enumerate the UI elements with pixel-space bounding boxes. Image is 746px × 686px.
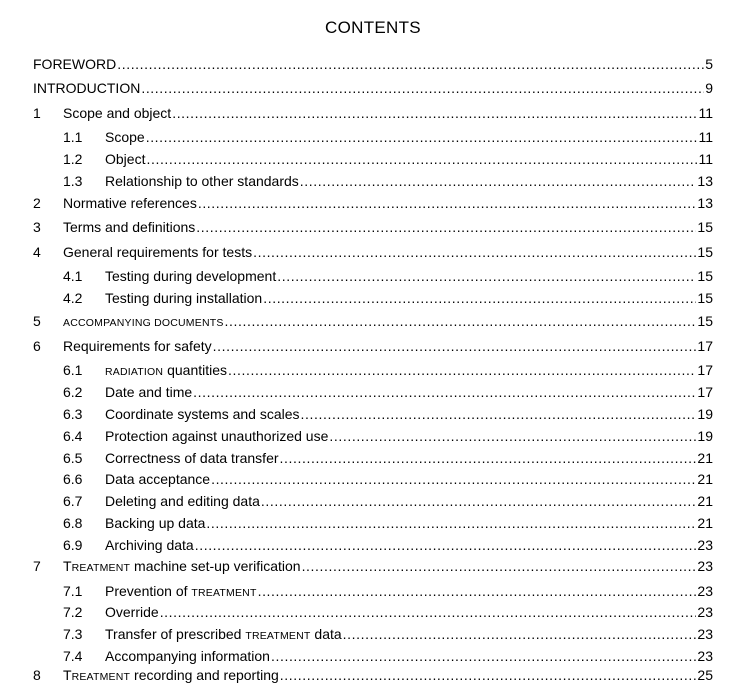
dot-leader [198,194,697,212]
toc-title-initial: Transfer of prescribed [105,626,246,642]
toc-page-number: 15 [697,219,713,235]
toc-title: Scope [105,129,145,145]
toc-entry-5[interactable] [33,312,713,330]
toc-page-number: 9 [705,80,713,96]
toc-page-number: 21 [697,471,713,487]
toc-title-smallcaps: TREATMENT [191,587,257,599]
toc-title: Archiving data [105,537,194,553]
dot-leader [343,625,697,643]
toc-page-number: 23 [697,648,713,664]
toc-page-number: 11 [698,151,713,167]
toc-title: Scope and object [63,105,172,121]
toc-entry-7[interactable] [33,557,713,575]
toc-page-number: 13 [697,173,713,189]
toc-page-number: 21 [697,515,713,531]
toc-entry-4-2[interactable] [33,289,713,307]
toc-title: INTRODUCTION [33,80,141,96]
dot-leader [302,557,697,575]
dot-leader [146,150,697,168]
toc-entry-6-2[interactable] [33,383,713,401]
toc-entry-7-2[interactable] [33,603,713,621]
toc-entry-7-3[interactable] [33,625,713,643]
toc-page-number: 19 [697,406,713,422]
dot-leader [271,647,696,665]
toc-page-number: 11 [698,105,713,121]
toc-page-number: 17 [697,384,713,400]
dot-leader [228,361,696,379]
toc-entry-6-4[interactable] [33,427,713,445]
toc-number: 6.8 [63,515,83,531]
toc-number: 6.4 [63,428,83,444]
toc-title: Backing up data [105,515,206,531]
toc-title-rest: machine set-up verification [130,558,301,574]
toc-title-smallcaps: RADIATION [105,366,164,378]
toc-number: 3 [33,219,41,235]
toc-title: Normative references [63,195,197,211]
toc-title: Accompanying information [105,648,270,664]
toc-number: 6.5 [63,450,83,466]
toc-page-number: 5 [705,56,713,72]
toc-page-number: 21 [697,450,713,466]
toc-entry-6-7[interactable] [33,492,713,510]
toc-title: Date and time [105,384,193,400]
toc-number: 6.1 [63,362,83,378]
toc-number: 1.3 [63,173,83,189]
toc-page-number: 23 [697,626,713,642]
toc-number: 7 [33,558,41,574]
dot-leader [300,172,697,190]
toc-title [63,557,301,577]
toc-page-number: 23 [697,583,713,599]
toc-page-number: 15 [697,244,713,260]
toc-number: 7.1 [63,583,83,599]
toc-number: 1.2 [63,151,83,167]
toc-title: Testing during development [105,268,277,284]
toc-title [63,666,279,686]
toc-entry-6-5[interactable] [33,449,713,467]
toc-entry-4-1[interactable] [33,267,713,285]
toc-page-number: 23 [697,537,713,553]
toc-page-number: 23 [697,604,713,620]
toc-page-number: 17 [697,362,713,378]
toc-number: 4.1 [63,268,83,284]
toc-title: Testing during installation [105,290,263,306]
toc-entry-4[interactable] [33,243,713,261]
dot-leader [225,312,697,330]
dot-leader [301,405,697,423]
toc-title-smallcaps: REATMENT [71,562,131,574]
toc-number: 4 [33,244,41,260]
toc-title: Relationship to other standards [105,173,299,189]
toc-title: Correctness of data transfer [105,450,279,466]
toc-number: 6.6 [63,471,83,487]
toc-entry-1[interactable] [33,104,713,122]
dot-leader [141,79,704,97]
toc-title: Override [105,604,159,620]
toc-page-number: 15 [697,313,713,329]
dot-leader [193,383,696,401]
dot-leader [196,218,696,236]
toc-title [105,361,227,381]
toc-title-rest: quantities [163,362,228,378]
dot-leader [329,427,696,445]
toc-entry-7-4[interactable] [33,647,713,665]
toc-number: 6.2 [63,384,83,400]
toc-title: Terms and definitions [63,219,196,235]
toc-entry-6-8[interactable] [33,514,713,532]
toc-entry-1-3[interactable] [33,172,713,190]
toc-title: General requirements for tests [63,244,253,260]
toc-number: 7.2 [63,604,83,620]
dot-leader [213,337,697,355]
toc-title-smallcaps: TREATMENT [245,630,311,642]
toc-title-smallcaps: REATMENT [71,671,131,683]
dot-leader [277,267,696,285]
toc-number: 7.4 [63,648,83,664]
toc-title: Deleting and editing data [105,493,260,509]
dot-leader [280,666,697,684]
toc-title [105,625,342,645]
toc-entry-foreword[interactable] [33,55,713,73]
toc-title [105,582,257,602]
toc-page-number: 23 [697,558,713,574]
toc-number: 6.9 [63,537,83,553]
toc-number: 4.2 [63,290,83,306]
toc-entry-6-6[interactable] [33,470,713,488]
toc-page-number: 19 [697,428,713,444]
toc-title-initial: T [63,667,72,683]
dot-leader [160,603,697,621]
dot-leader [258,582,697,600]
toc-title: FOREWORD [33,56,117,72]
toc-entry-7-1[interactable] [33,582,713,600]
toc-title-rest: recording and reporting [130,667,279,683]
dot-leader [195,536,697,554]
toc-page-number: 13 [697,195,713,211]
toc-entry-8[interactable] [33,666,713,684]
toc-page-number: 15 [697,290,713,306]
toc-number: 8 [33,667,41,683]
toc-number: 1 [33,105,41,121]
dot-leader [172,104,697,122]
toc-number: 5 [33,313,41,329]
toc-number: 6 [33,338,41,354]
dot-leader [206,514,696,532]
dot-leader [117,55,704,73]
toc-number: 7.3 [63,626,83,642]
toc-number: 2 [33,195,41,211]
toc-number: 1.1 [63,129,83,145]
dot-leader [263,289,696,307]
toc-title: ACCOMPANYING DOCUMENTS [63,317,224,329]
toc-number: 6.3 [63,406,83,422]
toc-entry-1-1[interactable] [33,128,713,146]
dot-leader [261,492,697,510]
toc-page-number: 21 [697,493,713,509]
toc-entry-6-1[interactable] [33,361,713,379]
toc-entry-6-9[interactable] [33,536,713,554]
toc-page-number: 17 [697,338,713,354]
toc-entry-2[interactable] [33,194,713,212]
toc-entry-6[interactable] [33,337,713,355]
toc-title: Requirements for safety [63,338,212,354]
toc-title: Object [105,151,146,167]
toc-entry-1-2[interactable] [33,150,713,168]
dot-leader [280,449,697,467]
toc-title-initial: T [63,558,72,574]
toc-entry-6-3[interactable] [33,405,713,423]
toc-entry-3[interactable] [33,218,713,236]
toc-title-initial: Prevention of [105,583,192,599]
toc-number: 6.7 [63,493,83,509]
dot-leader [146,128,698,146]
dot-leader [253,243,696,261]
page-title: CONTENTS [325,18,421,37]
toc-entry-introduction[interactable] [33,79,713,97]
toc-page-number: 15 [697,268,713,284]
toc-page-number: 11 [698,129,713,145]
toc-title: Data acceptance [105,471,211,487]
toc-title-rest: data [310,626,342,642]
toc-page-number: 25 [697,667,713,683]
toc-title: Coordinate systems and scales [105,406,300,422]
toc-title: Protection against unauthorized use [105,428,329,444]
dot-leader [211,470,696,488]
